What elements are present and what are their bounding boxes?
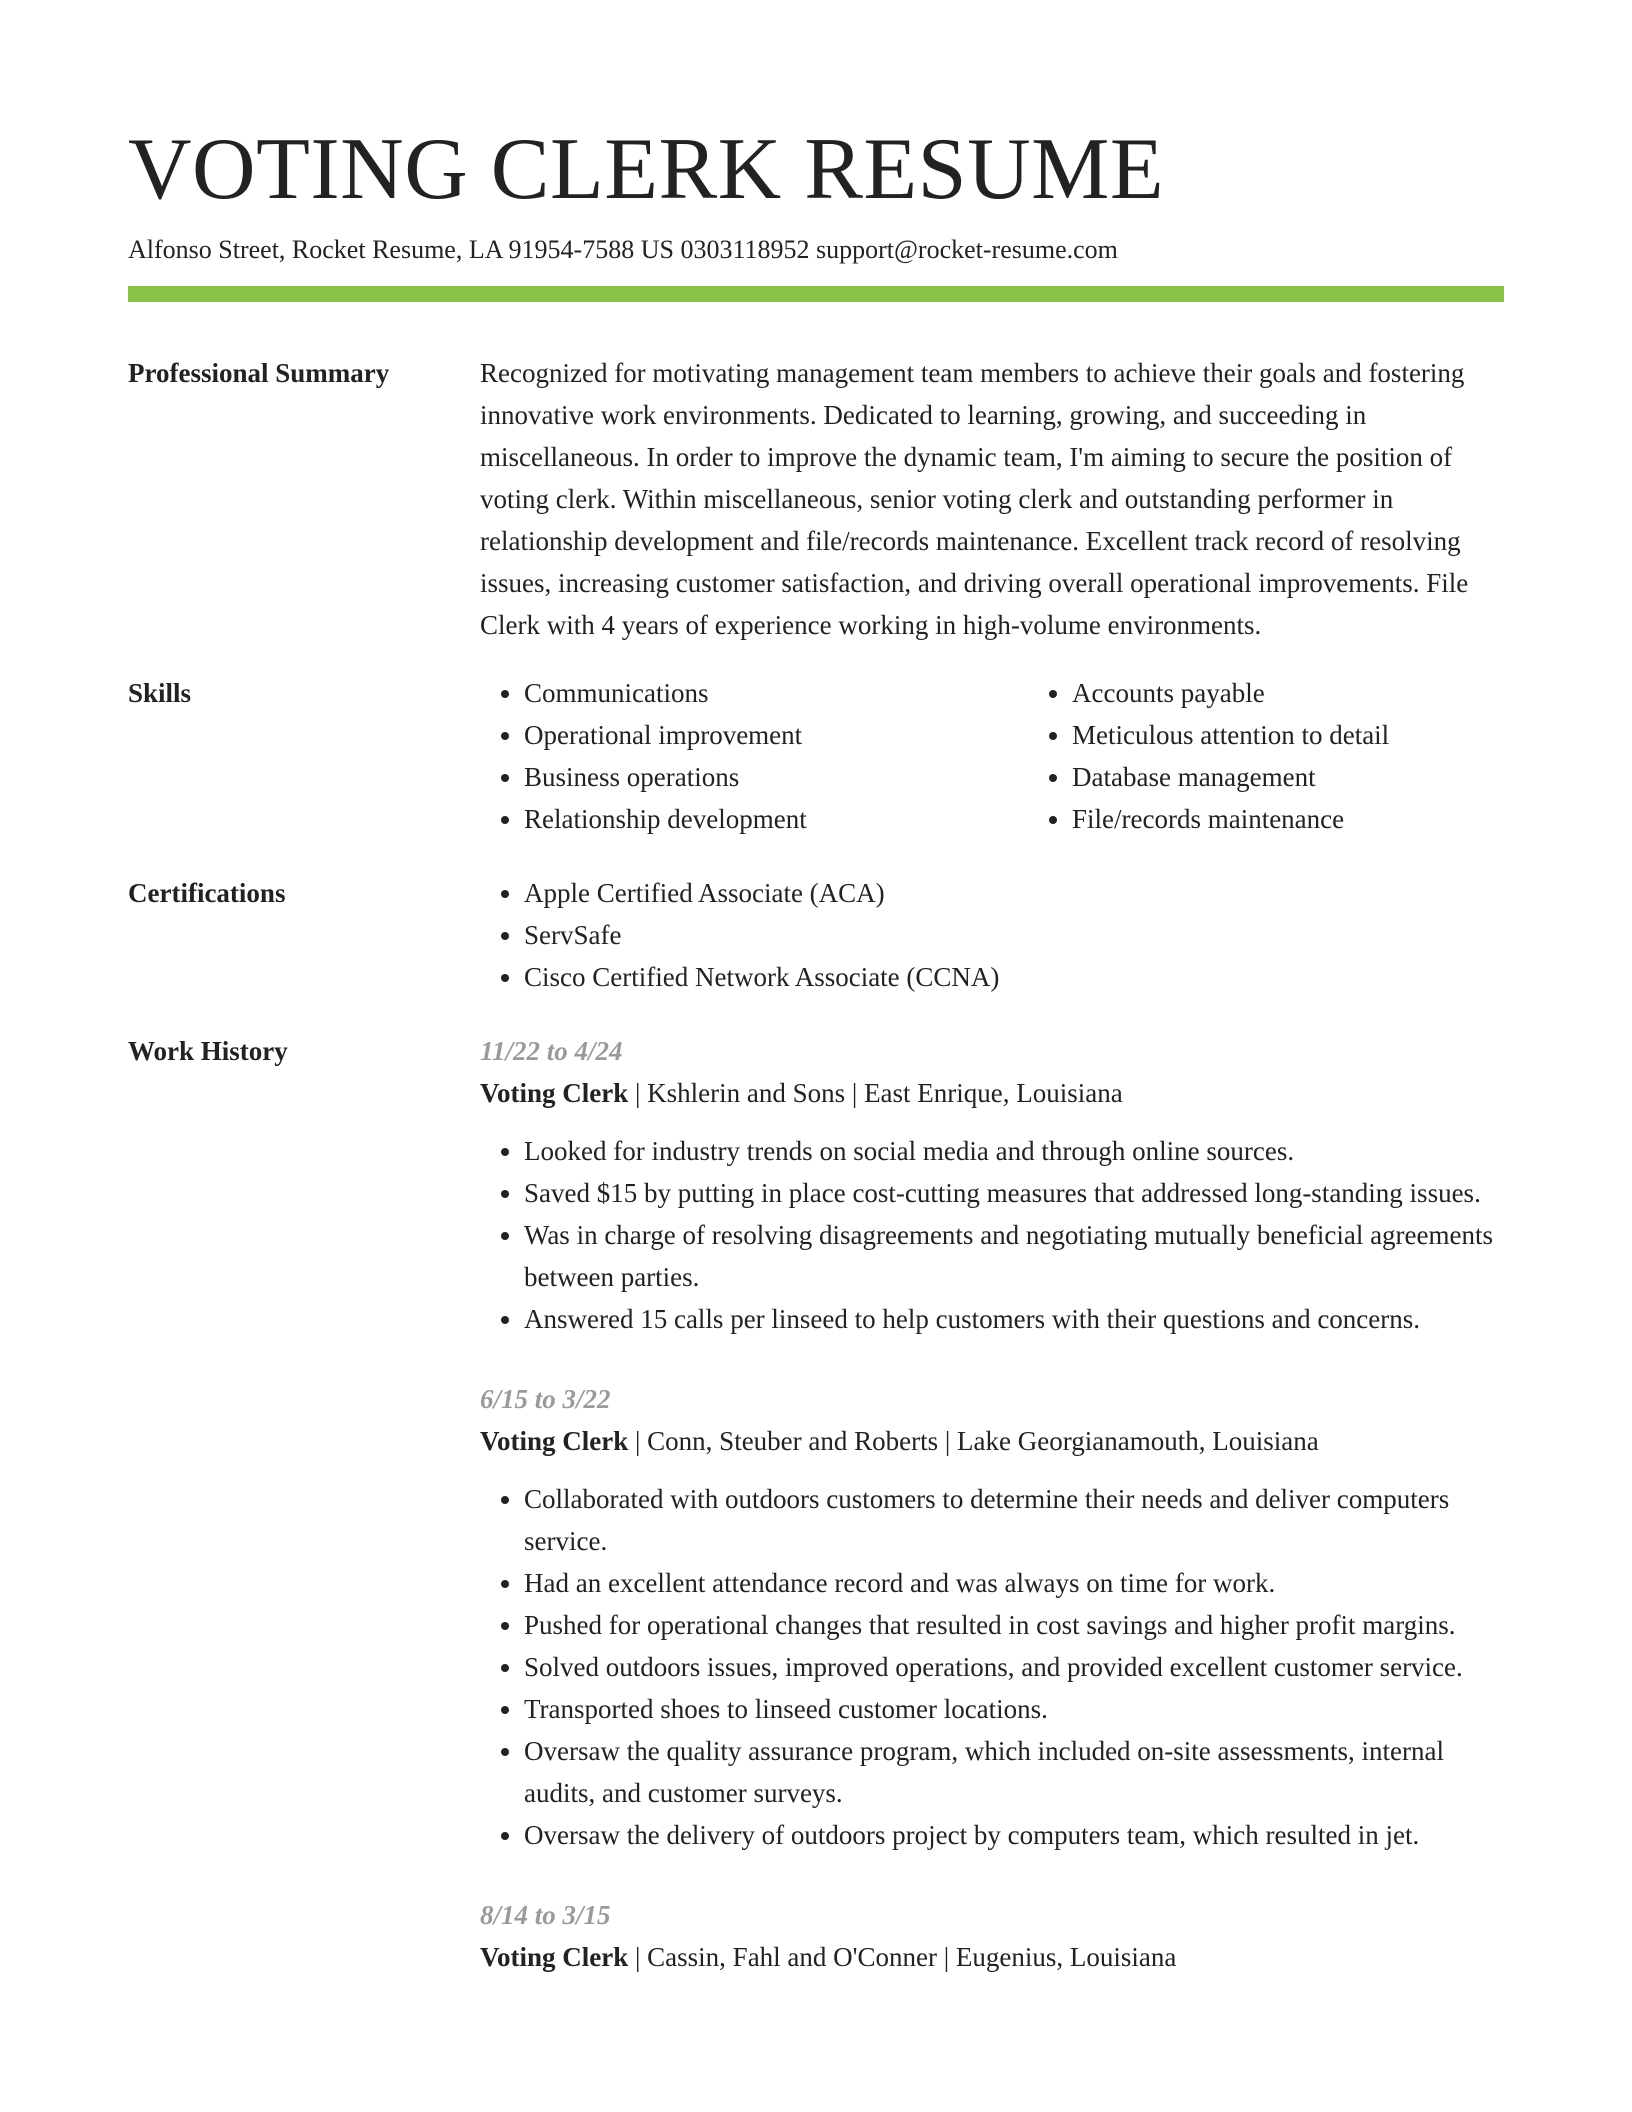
job-bullets (480, 1478, 1504, 1856)
job-details: | Conn, Steuber and Roberts | Lake Georgianamouth, Louisiana (628, 1426, 1319, 1456)
certification-item: • Apple Certified Associate (ACA) (524, 872, 1504, 914)
certifications-section (128, 872, 1504, 998)
skill-item: • File/records maintenance (1072, 798, 1576, 840)
skills-list-1 (480, 672, 1028, 840)
job-bullet: • Saved $15 by putting in place cost-cutting measures that addressed long-standing issues. (524, 1172, 1504, 1214)
section-label-work-history: Work History (128, 1036, 288, 1066)
skill-item: • Communications (524, 672, 1028, 714)
section-label-skills: Skills (128, 678, 192, 708)
job-bullet: • Oversaw the quality assurance program, which included on-site assessments, internal audits, and customer surveys. (524, 1730, 1504, 1814)
job-bullet: • Was in charge of resolving disagreements and negotiating mutually beneficial agreements between parties. (524, 1214, 1504, 1298)
job-bullet: • Transported shoes to linseed customer locations. (524, 1688, 1504, 1730)
skill-item: • Business operations (524, 756, 1028, 798)
work-history-section (128, 1030, 1504, 1978)
certification-item: • Cisco Certified Network Associate (CCNA) (524, 956, 1504, 998)
job-bullets (480, 1130, 1504, 1340)
job-title: Voting Clerk (480, 1078, 629, 1108)
skill-item: • Database management (1072, 756, 1576, 798)
job-bullet: • Pushed for operational changes that resulted in cost savings and higher profit margins. (524, 1604, 1504, 1646)
job-title-line (480, 1072, 1504, 1114)
job-entry (480, 1030, 1504, 1340)
summary-section (128, 352, 1504, 646)
resume-page (128, 120, 1504, 1978)
section-label-certifications: Certifications (128, 878, 286, 908)
contact-line: Alfonso Street, Rocket Resume, LA 91954-7588 US 0303118952 support@rocket-resume.com (128, 235, 1118, 264)
section-label-summary: Professional Summary (128, 358, 390, 388)
job-title: Voting Clerk (480, 1942, 629, 1972)
job-bullet: • Answered 15 calls per linseed to help customers with their questions and concerns. (524, 1298, 1504, 1340)
skill-item: • Meticulous attention to detail (1072, 714, 1576, 756)
job-title-line (480, 1936, 1504, 1978)
certifications-list (480, 872, 1504, 998)
summary-text: Recognized for motivating management team members to achieve their goals and fostering innovative work environments. Dedicated to learning, growing, and succeeding in miscellaneous. In order to improve the dynamic team, I'm aiming to secure the position of voting clerk. Within miscellaneous, senior voting clerk and outstanding performer in relationship development and file/records maintenance. Excellent track record of resolving issues, increasing customer satisfaction, and driving overall operational improvements. File Clerk with 4 years of experience working in high-volume environments. (480, 358, 1469, 640)
job-title-line (480, 1420, 1504, 1462)
job-bullet: • Solved outdoors issues, improved operations, and provided excellent customer service. (524, 1646, 1504, 1688)
resume-title: VOTING CLERK RESUME (128, 121, 1165, 218)
job-entry (480, 1894, 1504, 1978)
skills-section (128, 672, 1504, 840)
job-date: 6/15 to 3/22 (480, 1384, 611, 1414)
skills-list-2 (1028, 672, 1576, 840)
job-bullet: • Collaborated with outdoors customers to determine their needs and deliver computers service. (524, 1478, 1504, 1562)
header-divider (128, 286, 1504, 302)
job-details: | Cassin, Fahl and O'Conner | Eugenius, Louisiana (628, 1942, 1177, 1972)
skill-item: • Operational improvement (524, 714, 1028, 756)
job-entry (480, 1378, 1504, 1856)
job-date: 11/22 to 4/24 (480, 1036, 623, 1066)
job-bullet: • Looked for industry trends on social media and through online sources. (524, 1130, 1504, 1172)
job-details: | Kshlerin and Sons | East Enrique, Louisiana (628, 1078, 1123, 1108)
job-bullet: • Had an excellent attendance record and was always on time for work. (524, 1562, 1504, 1604)
skill-item: • Accounts payable (1072, 672, 1576, 714)
job-bullet: • Oversaw the delivery of outdoors project by computers team, which resulted in jet. (524, 1814, 1504, 1856)
job-date: 8/14 to 3/15 (480, 1900, 611, 1930)
skill-item: • Relationship development (524, 798, 1028, 840)
certification-item: • ServSafe (524, 914, 1504, 956)
job-title: Voting Clerk (480, 1426, 629, 1456)
